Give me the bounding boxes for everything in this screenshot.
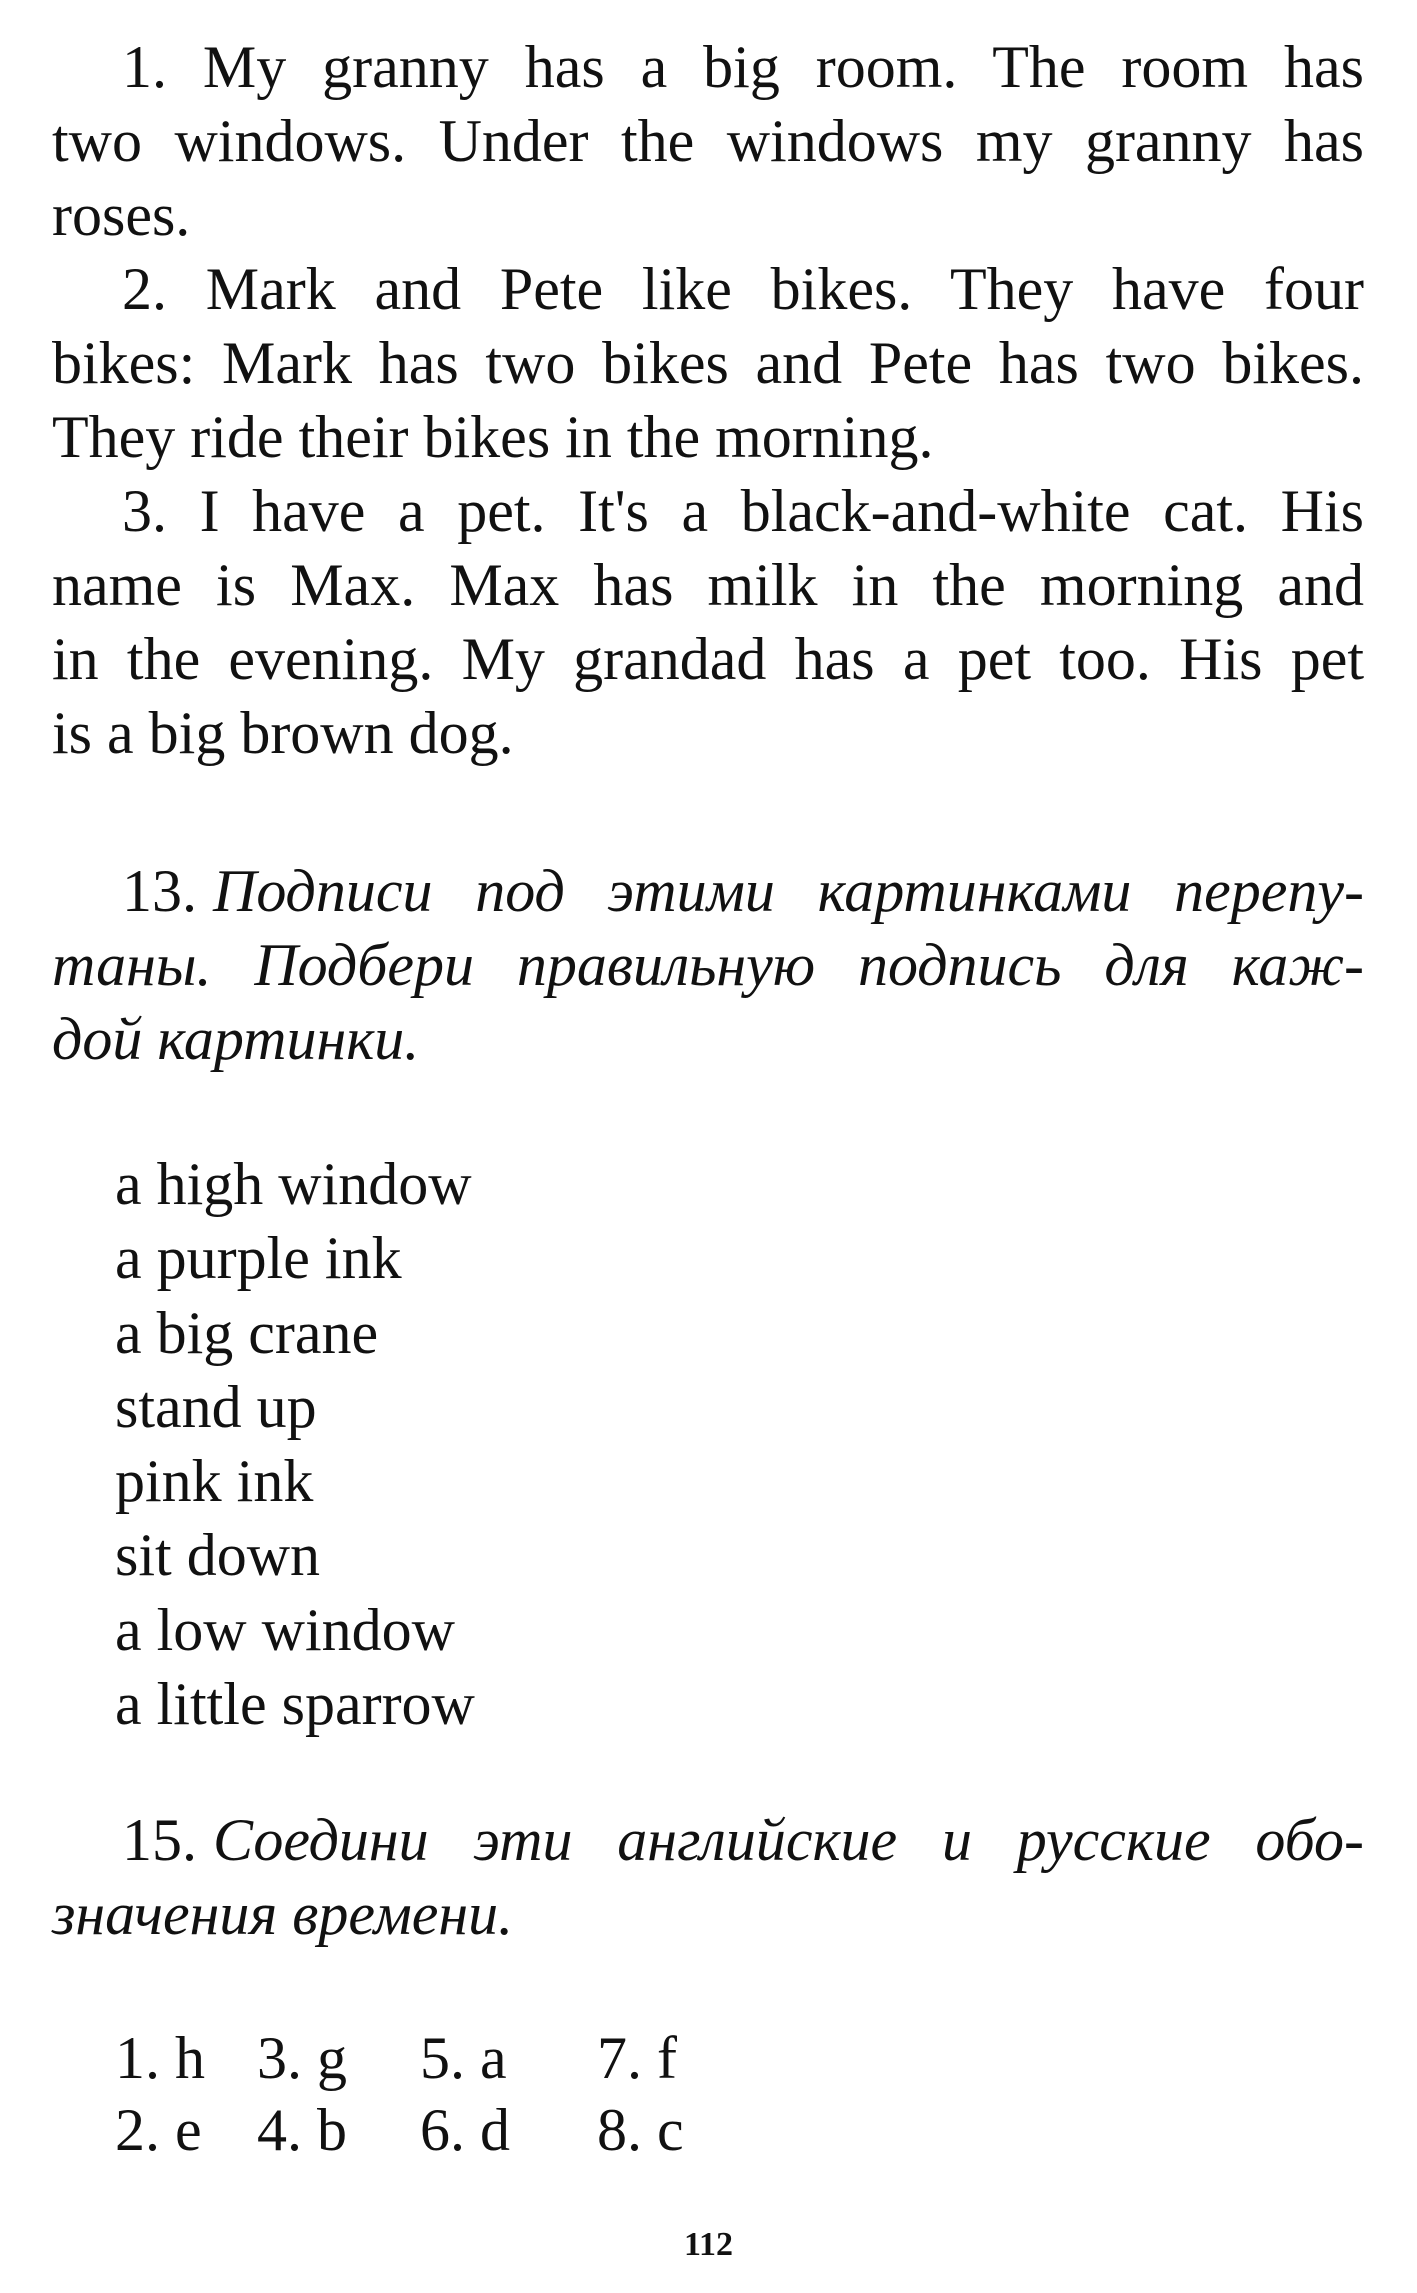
answer-cell: 1. h <box>115 2025 205 2091</box>
paragraph-line: 2. Mark and Pete like bikes. They have four <box>122 256 1364 322</box>
list-item: a purple ink <box>115 1225 402 1292</box>
exercise-number: 15. <box>122 1807 197 1873</box>
exercise-15-instruction <box>52 1803 1364 1951</box>
list-item: a big crane <box>115 1299 379 1366</box>
instruction-text: таны. Подбери правильную подпись для каж- <box>52 932 1364 998</box>
answer-cell: 8. c <box>597 2097 684 2163</box>
answer-cell: 3. g <box>257 2025 347 2091</box>
list-item: sit down <box>115 1522 321 1589</box>
exercise-13-instruction <box>52 854 1364 1076</box>
paragraph-1 <box>52 30 1364 252</box>
list-item: a low window <box>115 1596 455 1663</box>
answer-grid <box>115 2022 717 2166</box>
paragraph-line: bikes: Mark has two bikes and Pete has two bikes. <box>52 330 1364 396</box>
instruction-text: Соедини эти английские и русские обо- <box>213 1807 1364 1873</box>
caption-list <box>115 1147 475 1741</box>
paragraph-line: They ride their bikes in the morning. <box>52 404 934 470</box>
paragraph-line: is a big brown dog. <box>52 700 514 766</box>
instruction-line <box>52 1803 1364 1877</box>
instruction-line <box>52 854 1364 928</box>
paragraph-line: 3. I have a pet. It's a black-and-white cat. His <box>122 478 1364 544</box>
answer-row <box>115 2022 717 2094</box>
answer-cell: 2. e <box>115 2097 202 2163</box>
exercise-number: 13. <box>122 858 197 924</box>
list-item: pink ink <box>115 1448 314 1515</box>
list-item: a little sparrow <box>115 1671 475 1738</box>
list-item: a high window <box>115 1151 472 1217</box>
paragraph-2 <box>52 252 1364 474</box>
instruction-text: значения времени. <box>52 1881 514 1947</box>
answer-row <box>115 2094 717 2166</box>
paragraph-line: two windows. Under the windows my granny has <box>52 108 1364 174</box>
list-item: stand up <box>115 1373 317 1440</box>
paragraph-3 <box>52 474 1364 770</box>
paragraph-line: roses. <box>52 182 191 248</box>
instruction-text: Подписи под этими картинками перепу- <box>213 858 1364 924</box>
page-number: 112 <box>683 2226 734 2263</box>
answer-cell: 7. f <box>597 2025 677 2091</box>
paragraph-line: 1. My granny has a big room. The room has <box>122 34 1364 100</box>
answer-cell: 5. a <box>420 2025 507 2091</box>
answer-cell: 6. d <box>420 2097 510 2163</box>
paragraph-line: in the evening. My grandad has a pet too. His pet <box>52 626 1364 692</box>
instruction-text: дой картинки. <box>52 1006 420 1072</box>
answer-cell: 4. b <box>257 2097 347 2163</box>
paragraph-line: name is Max. Max has milk in the morning and <box>52 552 1364 618</box>
